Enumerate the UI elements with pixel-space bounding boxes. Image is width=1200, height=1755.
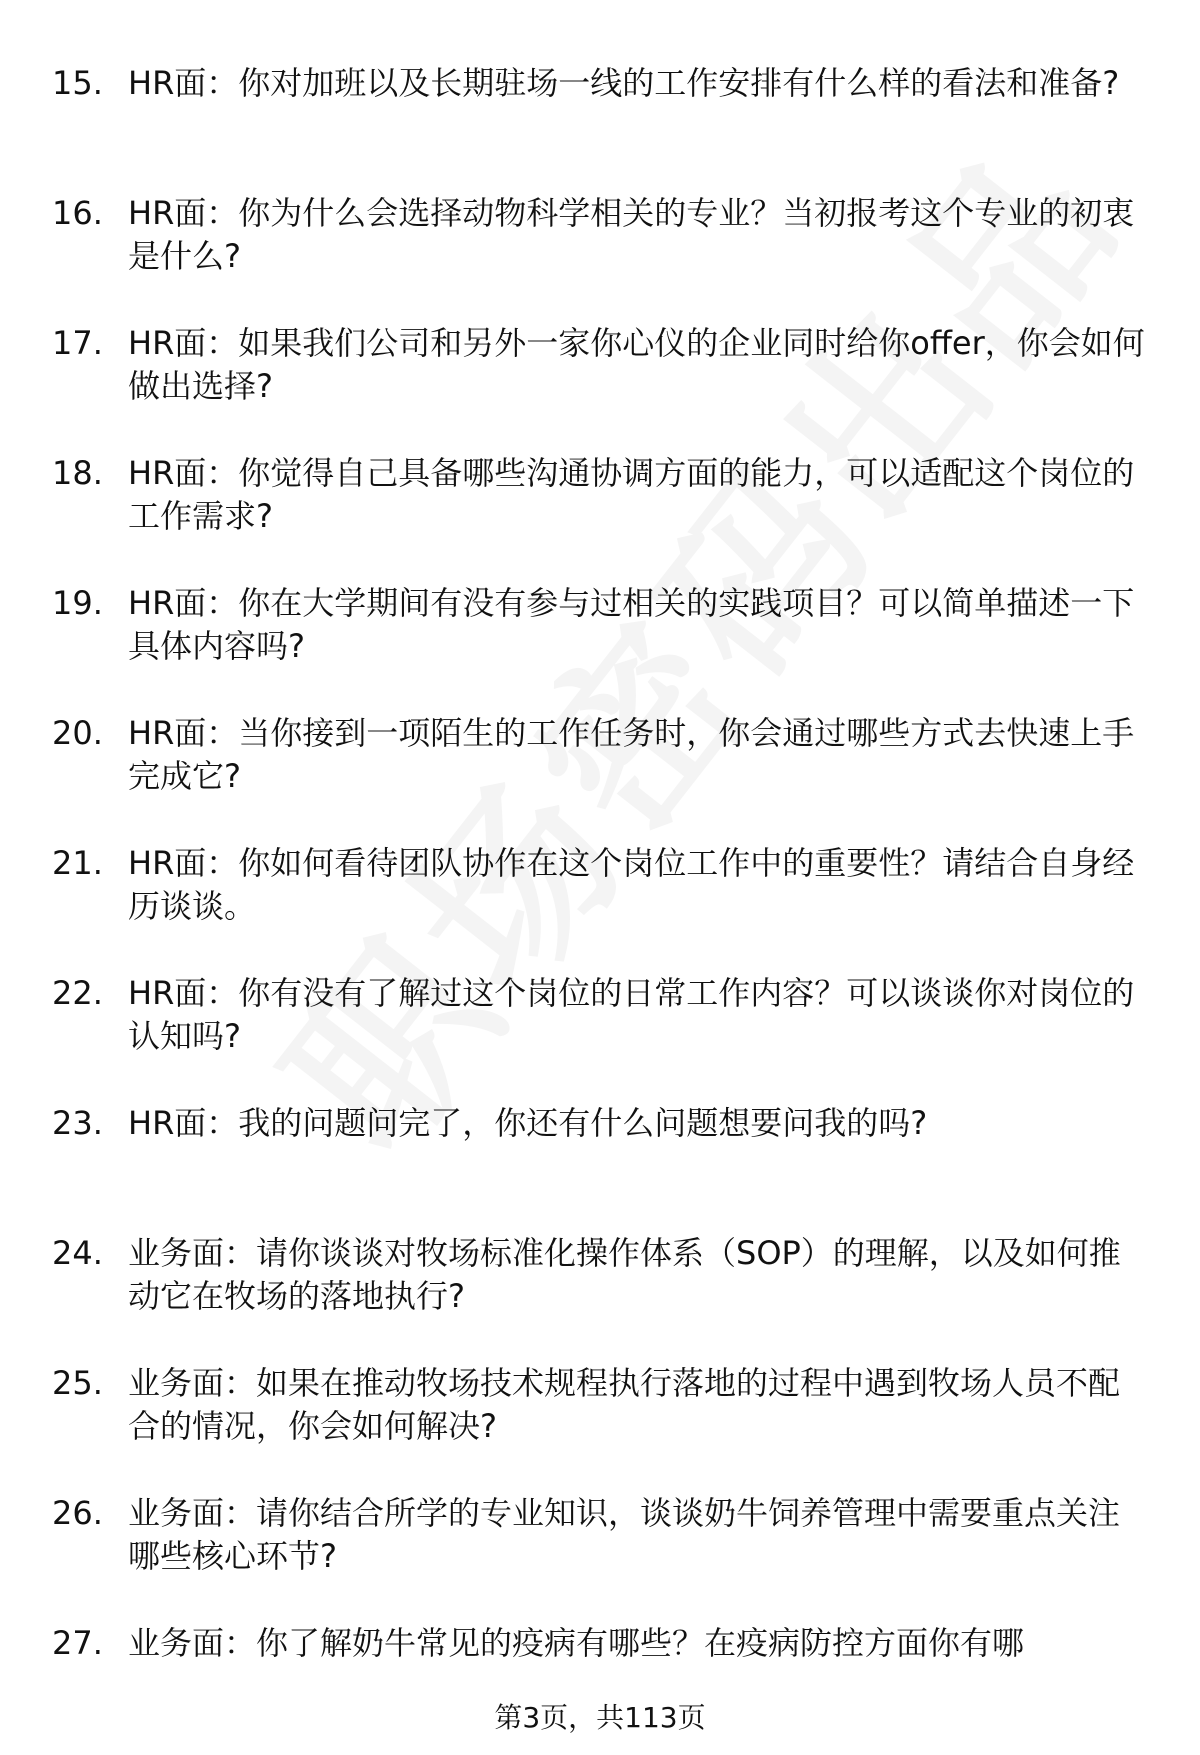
question-number: 26. bbox=[52, 1494, 103, 1532]
question-text: HR面：你觉得自己具备哪些沟通协调方面的能力，可以适配这个岗位的工作需求? bbox=[128, 454, 1135, 535]
question-text: HR面：当你接到一项陌生的工作任务时，你会通过哪些方式去快速上手完成它? bbox=[128, 714, 1135, 795]
question-text: 业务面：请你结合所学的专业知识，谈谈奶牛饲养管理中需要重点关注哪些核心环节? bbox=[128, 1494, 1121, 1575]
question-number: 15. bbox=[52, 64, 103, 102]
question-text: 业务面：请你谈谈对牧场标准化操作体系（SOP）的理解，以及如何推动它在牧场的落地执行? bbox=[128, 1234, 1121, 1315]
question-item bbox=[0, 1492, 1200, 1622]
question-text: HR面：如果我们公司和另外一家你心仪的企业同时给你offer，你会如何做出选择? bbox=[128, 324, 1145, 405]
question-number: 19. bbox=[52, 584, 103, 622]
question-number: 27. bbox=[52, 1624, 103, 1662]
question-number: 24. bbox=[52, 1234, 103, 1272]
question-item bbox=[0, 1362, 1200, 1492]
question-item bbox=[0, 322, 1200, 452]
question-number: 17. bbox=[52, 324, 103, 362]
question-item bbox=[0, 1102, 1200, 1232]
question-text: HR面：你为什么会选择动物科学相关的专业？当初报考这个专业的初衷是什么? bbox=[128, 194, 1135, 275]
question-item bbox=[0, 582, 1200, 712]
question-text: HR面：你对加班以及长期驻场一线的工作安排有什么样的看法和准备? bbox=[128, 64, 1120, 102]
question-number: 18. bbox=[52, 454, 103, 492]
question-item bbox=[0, 712, 1200, 842]
question-item bbox=[0, 972, 1200, 1102]
question-number: 16. bbox=[52, 194, 103, 232]
question-item bbox=[0, 452, 1200, 582]
question-item bbox=[0, 62, 1200, 192]
question-number: 20. bbox=[52, 714, 103, 752]
question-item bbox=[0, 842, 1200, 972]
question-number: 21. bbox=[52, 844, 103, 882]
question-item bbox=[0, 1232, 1200, 1362]
page-footer: 第3页，共113页 bbox=[494, 1701, 706, 1734]
question-text: HR面：你如何看待团队协作在这个岗位工作中的重要性？请结合自身经历谈谈。 bbox=[128, 844, 1135, 925]
question-text: HR面：你有没有了解过这个岗位的日常工作内容？可以谈谈你对岗位的认知吗? bbox=[128, 974, 1135, 1055]
question-list bbox=[0, 62, 1200, 1752]
question-text: 业务面：如果在推动牧场技术规程执行落地的过程中遇到牧场人员不配合的情况，你会如何解决? bbox=[128, 1364, 1121, 1445]
question-text: 业务面：你了解奶牛常见的疫病有哪些？在疫病防控方面你有哪 bbox=[128, 1624, 1025, 1662]
question-number: 23. bbox=[52, 1104, 103, 1142]
question-item bbox=[0, 192, 1200, 322]
question-number: 22. bbox=[52, 974, 103, 1012]
question-text: HR面：你在大学期间有没有参与过相关的实践项目？可以简单描述一下具体内容吗? bbox=[128, 584, 1135, 665]
question-text: HR面：我的问题问完了，你还有什么问题想要问我的吗? bbox=[128, 1104, 928, 1142]
question-number: 25. bbox=[52, 1364, 103, 1402]
